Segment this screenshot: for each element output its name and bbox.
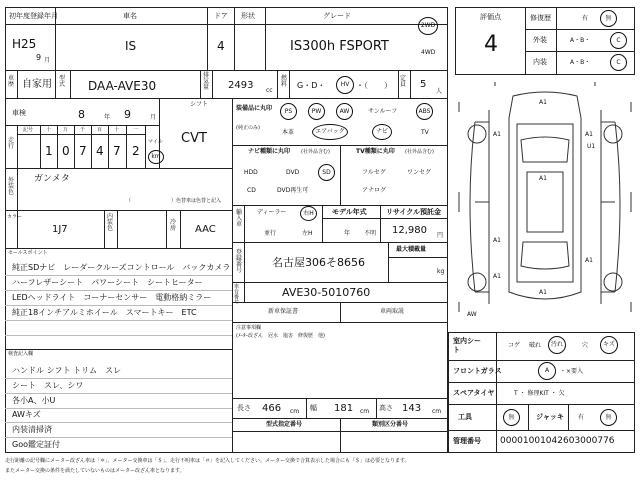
chassis-value: AVE30-5010760 bbox=[282, 286, 371, 299]
model-year-label: モデル年式 bbox=[332, 208, 367, 216]
interior-grades: A・B・ bbox=[570, 59, 591, 66]
displacement-label: 排気量 bbox=[203, 72, 210, 91]
fuel-label: 燃料 bbox=[281, 75, 288, 88]
mileage-km-circle bbox=[148, 150, 164, 164]
width: 181 bbox=[334, 403, 354, 414]
exterior-grades: A・B・ bbox=[570, 37, 591, 44]
shift-label: シフト bbox=[190, 101, 209, 108]
mileage-note: 記号 bbox=[23, 127, 34, 133]
tools-label: 工具 bbox=[458, 413, 472, 421]
displacement-unit: cc bbox=[266, 87, 273, 94]
spare-options: T ・ 修理KIT ・ 欠 bbox=[514, 390, 565, 397]
jack-none-circle bbox=[600, 409, 617, 426]
displacement: 2493 bbox=[228, 80, 254, 91]
exterior-c-circle bbox=[610, 32, 627, 49]
fuel-options: G・D・ bbox=[297, 81, 326, 90]
inspection-year: 8 bbox=[78, 108, 85, 121]
height-unit: cm bbox=[432, 408, 442, 415]
navi-option-1: DVD bbox=[286, 169, 300, 176]
inspection-year-unit: 年 bbox=[104, 114, 111, 121]
interior-grade-label: 内装 bbox=[533, 58, 547, 66]
seat-scratch-circle bbox=[600, 336, 618, 354]
mgmt-label: 管理番号 bbox=[453, 437, 481, 445]
first-reg-month: 9 bbox=[36, 53, 42, 62]
width-unit: cm bbox=[360, 408, 370, 415]
exterior-value: ガンメタ bbox=[34, 174, 70, 184]
inspection-month: 9 bbox=[124, 108, 131, 121]
class-value: 自家用 bbox=[22, 79, 52, 90]
recycle-unit: 円 bbox=[437, 232, 444, 239]
digit-label-1: 万 bbox=[63, 127, 69, 133]
car-name: IS bbox=[125, 39, 137, 53]
tv-option-1: ワンセグ bbox=[407, 169, 432, 176]
inspector-line-1: シート スレ、シワ bbox=[12, 381, 84, 390]
inspector-line-5: Goo鑑定証付 bbox=[12, 440, 60, 449]
grade-label: グレード bbox=[323, 12, 351, 20]
inspection-label: 車検 bbox=[12, 109, 26, 117]
first-reg-label: 初年度登録年月 bbox=[9, 12, 58, 20]
navi-option-0: HDD bbox=[244, 169, 258, 176]
jack-value: 有 bbox=[578, 414, 585, 421]
exterior-grade-label: 外装 bbox=[533, 36, 547, 44]
tools-none: 無 bbox=[508, 413, 515, 421]
digit-label-3: 百 bbox=[97, 127, 103, 133]
right-hand-circle bbox=[300, 206, 317, 221]
glass-label: フロントガラス bbox=[453, 367, 502, 375]
color-code-value: 1J7 bbox=[52, 224, 68, 235]
grade: IS300h FSPORT bbox=[290, 39, 389, 54]
mileage-label: 走行 bbox=[8, 137, 15, 150]
inspector-line-0: ハンドル シフト トリム スレ bbox=[12, 366, 122, 375]
model-label: 型式 bbox=[59, 75, 66, 88]
equipment-leather: 本革 bbox=[282, 129, 295, 136]
height: 143 bbox=[402, 403, 422, 414]
digit-label-0: 十 bbox=[46, 127, 52, 133]
height-label: 高さ bbox=[379, 404, 393, 412]
model-year-unknown: 不明 bbox=[364, 230, 377, 237]
recycle-label: リサイクル預託金 bbox=[386, 208, 442, 216]
seat-option-4: キズ bbox=[603, 341, 615, 348]
mgmt-value: 0000100104260300077​6 bbox=[500, 436, 615, 446]
import-parallel: 並行 bbox=[264, 230, 277, 237]
equipment-abs: ABS bbox=[418, 107, 431, 115]
shape-label: 形状 bbox=[241, 12, 255, 20]
import-label: 輸入車 bbox=[236, 209, 243, 228]
equipment-airbag: エアバック bbox=[315, 128, 345, 135]
caution-items: (ﾒｰﾀｰ改ざん 冠水 塩害 修復歴 他) bbox=[236, 333, 325, 339]
import-dealer: ディーラー bbox=[257, 209, 287, 216]
diag-label-0: A1 bbox=[539, 99, 547, 106]
exterior-grade-c: C bbox=[616, 36, 621, 44]
navi-type-label: ナビ種類に丸印 bbox=[248, 148, 291, 155]
navi-option-4: DVD再生可 bbox=[277, 187, 309, 194]
door-label: ドア bbox=[214, 12, 228, 20]
score-label: 評価点 bbox=[480, 13, 501, 21]
fuel-hv-circle bbox=[336, 76, 354, 94]
diag-label-1: A1 bbox=[493, 131, 501, 138]
diag-label-6: A1 bbox=[539, 289, 547, 296]
interior-c-circle bbox=[610, 54, 627, 71]
repair-label: 修復歴 bbox=[530, 14, 551, 22]
shift: CVT bbox=[181, 131, 207, 146]
color-code-label: カラー bbox=[7, 214, 23, 220]
length-unit: cm bbox=[290, 408, 300, 415]
tv-type-note: (社外品含む) bbox=[405, 149, 434, 155]
import-right: 右H bbox=[303, 209, 314, 217]
max-load-unit: kg bbox=[437, 268, 445, 275]
navi-type-note: (社外品含む) bbox=[301, 149, 330, 155]
digit-label-2: 千 bbox=[80, 127, 86, 133]
selling-line-2: LEDヘッドライト コーナーセンサー 電動格納ミラー bbox=[12, 293, 212, 302]
recycle-value: 12,980 bbox=[392, 225, 427, 236]
class-label: 車歴 bbox=[8, 75, 15, 88]
ps-circle bbox=[280, 103, 297, 120]
selling-line-3: 純正18インチアルミホイール スマートキー ETC bbox=[12, 308, 197, 317]
seat-option-2: 汚れ bbox=[550, 341, 563, 348]
door: 4 bbox=[217, 39, 225, 53]
repair-no: 無 bbox=[605, 14, 612, 22]
diag-label-9: AW bbox=[467, 311, 477, 318]
jack-none: 無 bbox=[605, 413, 612, 421]
capacity-unit: 人 bbox=[436, 88, 443, 95]
equipment-tv: TV bbox=[421, 129, 429, 136]
seat-option-0: コゲ bbox=[508, 342, 521, 349]
glass-a: A bbox=[544, 367, 550, 374]
equipment-aw: AW bbox=[339, 107, 350, 115]
first-reg-month-unit: 月 bbox=[44, 57, 51, 64]
abs-circle bbox=[416, 103, 433, 120]
spare-label: スペアタイヤ bbox=[453, 389, 495, 397]
class-number-label: 類別区分番号 bbox=[372, 421, 409, 428]
drive-2wd: 2WD bbox=[420, 22, 436, 29]
mileage-digit-2: 7 bbox=[79, 144, 87, 158]
equipment-label: 装備品に丸印 bbox=[236, 105, 273, 112]
navi-circle bbox=[372, 124, 392, 140]
fuel-hv: HV bbox=[340, 81, 350, 88]
seat-dirt-circle bbox=[548, 336, 566, 354]
length-label: 長さ bbox=[237, 404, 251, 412]
tv-option-0: フルセグ bbox=[362, 169, 386, 176]
registration-label: 登録番号 bbox=[236, 249, 243, 274]
capacity-label: 定員 bbox=[400, 75, 407, 88]
tv-type-label: TV種類に丸印 bbox=[356, 148, 395, 155]
mileage-digit-1: 0 bbox=[62, 144, 70, 158]
mileage-digit-3: 4 bbox=[96, 144, 104, 158]
manual: 車両取説 bbox=[380, 308, 405, 315]
tv-option-2: アナログ bbox=[362, 187, 387, 194]
diag-label-7: A1 bbox=[493, 273, 501, 280]
score: 4 bbox=[484, 32, 498, 57]
inspector-line-4: 内装清掃済 bbox=[12, 425, 52, 434]
capacity: 5 bbox=[420, 79, 427, 90]
pw-circle bbox=[308, 103, 325, 120]
diag-label-5: A1 bbox=[585, 257, 593, 264]
aw-circle bbox=[336, 103, 353, 120]
glass-rest: ・×要入 bbox=[560, 368, 584, 375]
drive-2wd-circle bbox=[418, 17, 438, 35]
diag-label-3: A1 bbox=[539, 175, 547, 182]
drive-4wd: 4WD bbox=[421, 49, 436, 56]
selling-line-1: ハーフレザーシート パワーシート シートヒーター bbox=[12, 278, 203, 287]
equipment-label-note: (純正のみ) bbox=[236, 125, 260, 131]
mileage-unit-top: マイル bbox=[148, 139, 163, 145]
fuel-rest: ・（ ） bbox=[356, 81, 392, 90]
interior-grade-c: C bbox=[616, 58, 621, 66]
inspector-notes-label: 検査記入欄 bbox=[8, 351, 34, 357]
tools-none-circle bbox=[503, 409, 520, 426]
exterior-note: （ ）色替車は色替と記入 bbox=[126, 198, 222, 204]
inspector-line-3: AWキズ bbox=[12, 410, 41, 419]
width-label: 幅 bbox=[310, 404, 317, 412]
ac-label: 冷房 bbox=[170, 219, 177, 232]
footer-line-1: 走行距離の記号欄にメーター改ざん車は「＊」、メーター交換車は「＄」、走行不明車は「＃」を記入してください。メーター交換で合算表示した場合にも「＄」は必要となります。 bbox=[5, 458, 410, 464]
seat-label: 室内シート bbox=[453, 337, 481, 355]
digit-label-4: 十 bbox=[114, 127, 120, 133]
equipment-sunroof: サンルーフ bbox=[368, 108, 398, 115]
inspection-month-unit: 月 bbox=[150, 114, 157, 121]
import-left: 左H bbox=[302, 230, 313, 237]
inspector-line-2: 各小A、小U bbox=[12, 396, 56, 405]
diag-label-4: A1 bbox=[493, 237, 501, 244]
seat-option-3: 穴 bbox=[582, 342, 589, 349]
repair-no-circle bbox=[600, 10, 617, 27]
navi-option-3: CD bbox=[247, 187, 256, 194]
selling-points-label: セールスポイント bbox=[8, 250, 48, 256]
sd-circle bbox=[318, 164, 335, 181]
equipment-navi: ナビ bbox=[375, 128, 388, 135]
mileage-digit-5: 2 bbox=[132, 144, 140, 158]
interior-color-label: 内装色 bbox=[107, 213, 114, 232]
selling-line-0: 純正SDナビ レーダークルーズコントロール バックカメラ bbox=[12, 263, 231, 272]
equipment-pw: PW bbox=[311, 107, 322, 115]
first-reg-era: H25 bbox=[12, 37, 37, 51]
max-load-label: 最大積載量 bbox=[396, 246, 427, 253]
caution-label: 注意事項欄 bbox=[236, 325, 262, 331]
equipment-ps: PS bbox=[284, 107, 293, 115]
repair-yes: 有 bbox=[582, 15, 589, 22]
digit-label-5: 一 bbox=[133, 127, 139, 133]
type-label: 型式指定番号 bbox=[266, 421, 303, 428]
footer-line-2: またメーター交換の条件を満たしていないものはメーター改ざん車となります。 bbox=[5, 468, 185, 474]
glass-a-circle bbox=[538, 362, 556, 380]
length: 466 bbox=[262, 403, 282, 414]
jack-label: ジャッキ bbox=[536, 413, 564, 421]
mileage-digit-0: 1 bbox=[45, 144, 53, 158]
seat-option-1: 破れ bbox=[529, 342, 542, 349]
model-year-unit: 年 bbox=[344, 230, 351, 237]
diag-label-8: U1 bbox=[587, 143, 596, 150]
car-name-label: 車名 bbox=[123, 12, 137, 20]
navi-option-2: SD bbox=[322, 168, 331, 176]
new-warranty: 新車保証書 bbox=[268, 308, 299, 315]
mileage-digit-4: 7 bbox=[113, 144, 121, 158]
diag-label-2: A1 bbox=[585, 131, 593, 138]
registration-value: 名古屋306そ8656 bbox=[272, 256, 365, 269]
ac-value: AAC bbox=[195, 224, 216, 235]
model-value: DAA-AVE30 bbox=[88, 79, 157, 93]
mileage-unit-km: km bbox=[151, 153, 161, 160]
exterior-label: 外装色 bbox=[8, 177, 15, 196]
chassis-label: 車台番号 bbox=[234, 284, 240, 305]
car-damage-diagram bbox=[455, 82, 635, 332]
airbag-circle bbox=[312, 124, 348, 140]
